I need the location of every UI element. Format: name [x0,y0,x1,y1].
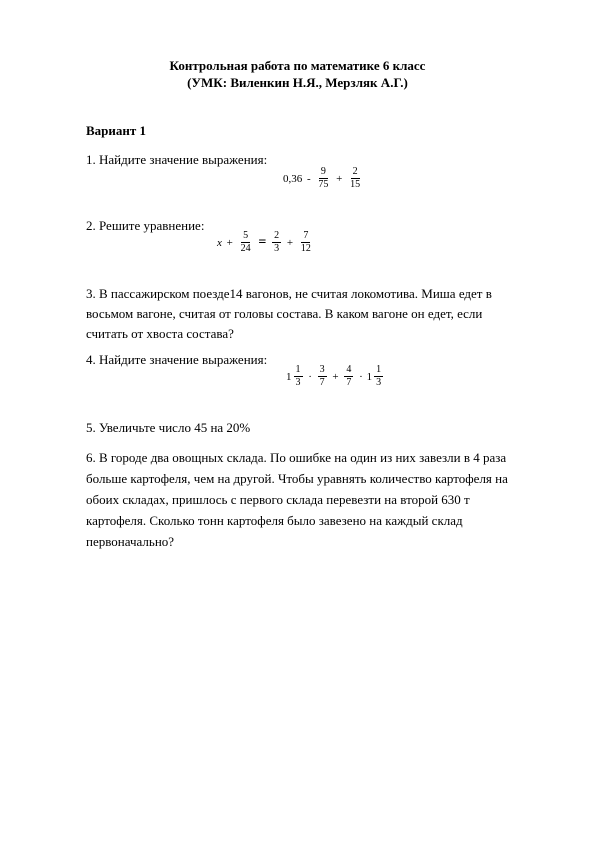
task-3-line: 3. В пассажирском поезде14 вагонов, не считая локомотива. Миша едет в [86,286,492,301]
variable-x: x [217,236,222,249]
denominator: 7 [319,377,325,388]
task-6-line: больше картофеля, чем на другой. Чтобы уравнять количество картофеля на [86,471,508,486]
mixed-number [367,364,386,389]
plus-sign: + [332,370,339,383]
task-1-text: 1. Найдите значение выражения: [86,152,268,167]
denominator: 15 [350,179,361,190]
denominator: 3 [274,243,280,254]
fraction [272,230,281,255]
whole-part: 1 [286,370,292,383]
mixed-number [286,364,305,389]
multiply-sign: · [308,370,312,383]
numerator: 7 [303,230,309,241]
header-subtitle: (УМК: Виленкин Н.Я., Мерзляк А.Г.) [187,75,408,90]
task-5-text: 5. Увеличьте число 45 на 20% [86,420,251,435]
task-2-formula [216,230,315,255]
task-3-line: считать от хвоста состава? [86,326,234,341]
numerator: 1 [295,364,301,375]
numerator: 9 [320,166,326,177]
fraction [344,364,353,389]
denominator: 3 [295,377,301,388]
numerator: 4 [346,364,352,375]
equals-sign: = [258,234,267,250]
minus-sign: - [307,172,311,185]
task-3-text [86,284,536,344]
numerator: 1 [376,364,382,375]
numerator: 2 [352,166,358,177]
header-title: Контрольная работа по математике 6 класс [169,58,426,73]
numerator: 5 [243,230,249,241]
denominator: 75 [318,179,329,190]
denominator: 3 [376,377,382,388]
task-1-formula [282,166,364,191]
task-4-text: 4. Найдите значение выражения: [86,352,268,367]
fraction [316,166,330,191]
task-6-line: 6. В городе два овощных склада. По ошибке на один из них завезли в 4 раза [86,450,507,465]
numerator: 2 [274,230,280,241]
task-3-line: восьмом вагоне, считая от головы состава. В каком вагоне он едет, если [86,306,483,321]
task-2-text: 2. Решите уравнение: [86,218,205,233]
plus-sign: + [286,236,294,249]
denominator: 12 [300,243,311,254]
task-6-line: картофеля. Сколько тонн картофеля было завезено на каждый склад [86,513,463,528]
fraction [374,364,383,389]
document-header [0,57,595,91]
fraction [239,230,253,255]
fraction [294,364,303,389]
whole-part: 1 [366,370,373,383]
task-6-line: обоих складах, пришлось с первого склада перевезти на второй 630 т [86,492,470,507]
fraction [299,230,313,255]
plus-sign: + [226,236,233,249]
plus-sign: + [336,172,343,185]
multiply-sign: · [359,370,363,383]
numerator: 3 [319,364,325,375]
task-4-formula [286,364,385,389]
variant-title: Вариант 1 [86,123,147,138]
fraction [318,364,327,389]
task-1-term: 0,36 [283,172,303,185]
fraction [348,166,362,191]
denominator: 24 [240,243,251,254]
denominator: 7 [346,377,352,388]
task-6-text [86,447,536,552]
task-6-line: первоначально? [86,534,175,549]
